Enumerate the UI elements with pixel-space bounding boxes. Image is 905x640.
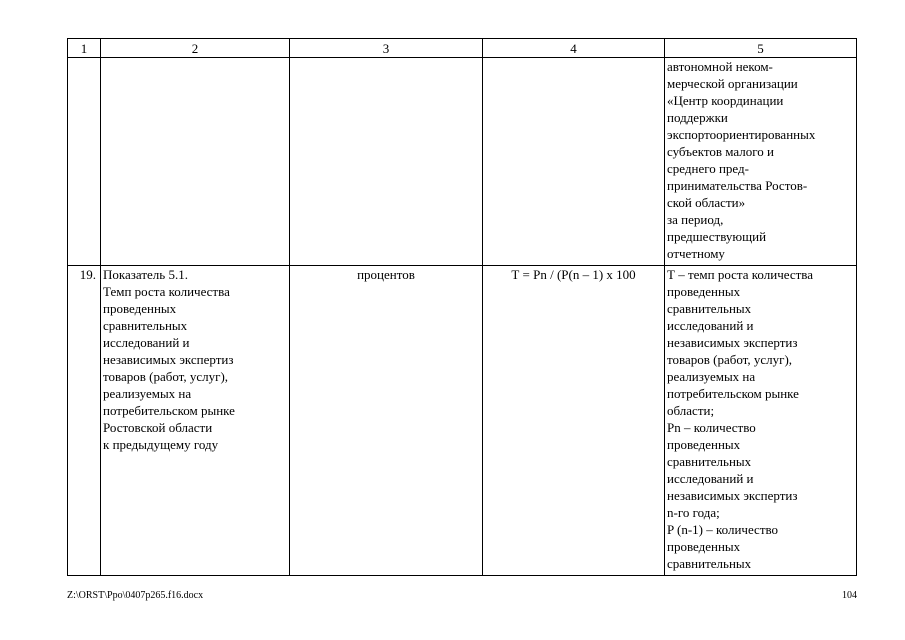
text-line: Ростовской области: [103, 420, 213, 435]
table-row-continuation: [68, 58, 857, 266]
table-header-row: [68, 39, 857, 58]
text-line: независимых экспертиз: [103, 352, 234, 367]
cell-empty-2: [101, 58, 290, 266]
text-line: сравнительных: [667, 454, 752, 469]
text-line: товаров (работ, услуг),: [667, 352, 793, 367]
header-col-3: 3: [290, 39, 483, 58]
text-line: потребительском рынке: [667, 386, 799, 401]
text-line: отчетному: [667, 246, 725, 261]
text-line: независимых экспертиз: [667, 488, 798, 503]
text-line: проведенных: [667, 437, 741, 452]
formula-cell: Т = Pn / (P(n – 1) x 100: [483, 266, 665, 576]
text-line: Показатель 5.1.: [103, 267, 188, 282]
cell-continuation-description: [665, 58, 857, 266]
text-line: сравнительных: [667, 556, 752, 571]
text-line: предшествующий: [667, 229, 767, 244]
text-line: Темп роста количества: [103, 284, 230, 299]
header-col-5: 5: [665, 39, 857, 58]
cell-empty-1: [68, 58, 101, 266]
text-line: потребительском рынке: [103, 403, 235, 418]
text-line: сравнительных: [103, 318, 188, 333]
text-line: независимых экспертиз: [667, 335, 798, 350]
description-cell: [665, 266, 857, 576]
header-col-4: 4: [483, 39, 665, 58]
text-line: исследований и: [103, 335, 190, 350]
indicator-cell: [101, 266, 290, 576]
text-line: экспортоориентированных: [667, 127, 816, 142]
text-line: ской области»: [667, 195, 746, 210]
document-table: [67, 38, 857, 576]
text-line: «Центр координации: [667, 93, 784, 108]
header-col-1: 1: [68, 39, 101, 58]
text-line: n-го года;: [667, 505, 720, 520]
text-line: к предыдущему году: [103, 437, 219, 452]
text-line: исследований и: [667, 471, 754, 486]
text-line: товаров (работ, услуг),: [103, 369, 229, 384]
text-line: за период,: [667, 212, 724, 227]
text-line: исследований и: [667, 318, 754, 333]
text-line: поддержки: [667, 110, 728, 125]
text-line: реализуемых на: [667, 369, 756, 384]
unit-cell: процентов: [290, 266, 483, 576]
row-number: 19.: [68, 266, 101, 576]
text-line: автономной неком-: [667, 59, 773, 74]
cell-empty-3: [290, 58, 483, 266]
text-line: Pn – количество: [667, 420, 756, 435]
text-line: реализуемых на: [103, 386, 192, 401]
cell-empty-4: [483, 58, 665, 266]
text-line: субъектов малого и: [667, 144, 774, 159]
text-line: принимательства Ростов-: [667, 178, 808, 193]
text-line: мерческой организации: [667, 76, 798, 91]
text-line: Т – темп роста количества: [667, 267, 814, 282]
text-line: сравнительных: [667, 301, 752, 316]
text-line: проведенных: [103, 301, 177, 316]
text-line: проведенных: [667, 539, 741, 554]
table-row-19: [68, 266, 857, 576]
text-line: области;: [667, 403, 715, 418]
text-line: P (n-1) – количество: [667, 522, 779, 537]
header-col-2: 2: [101, 39, 290, 58]
text-line: среднего пред-: [667, 161, 749, 176]
footer-page-number: 104: [842, 590, 857, 601]
text-line: проведенных: [667, 284, 741, 299]
footer-file-path: Z:\ORST\Ppo\0407p265.f16.docx: [67, 590, 204, 601]
